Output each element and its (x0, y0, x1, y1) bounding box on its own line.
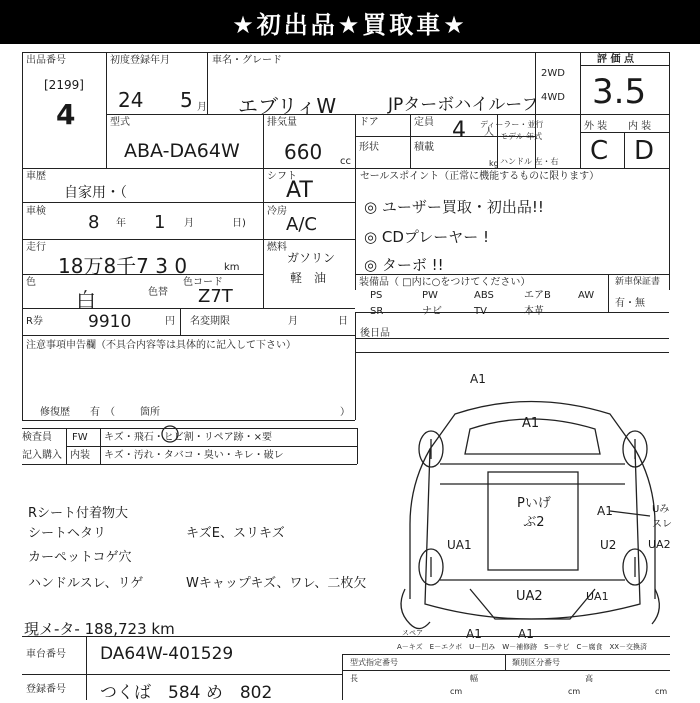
katashiki-label: 型式 (110, 117, 130, 128)
mileage-value: 18万8千7 3 0 (58, 254, 188, 278)
fuel-label: 燃料 (267, 242, 287, 253)
exterior-label: 外 装 (584, 121, 608, 132)
equip-abs: ABS (474, 290, 494, 301)
shift-value: AT (286, 178, 313, 203)
katashiki-value: ABA-DA64W (124, 140, 240, 162)
reg-month: 5 (180, 88, 193, 112)
meter-value: 現メ-タ- 188,723 km (24, 620, 175, 638)
equipment-label: 装備品（ □内に○をつけてください） (359, 277, 531, 288)
category-no-label: 類別区分番号 (512, 658, 560, 667)
repair-place-label: 箇所 (140, 407, 160, 418)
door-label: ドア (359, 117, 379, 128)
exterior-grade: C (590, 136, 609, 166)
inspect-row1-head: FW (72, 432, 88, 443)
mark-ua2-rear: UA2 (516, 589, 543, 604)
note-right-1: キズE、スリキズ (186, 526, 285, 541)
name-change-day: 日 (338, 316, 348, 327)
equip-navi: ナビ (422, 306, 442, 317)
inspect-row1: キズ・飛石・ヒビ割・リペア跡・×要 (104, 432, 272, 443)
equip-sr: SR (370, 306, 384, 317)
after-market-label: 後日品 (360, 328, 390, 339)
capacity-unit: 人 (484, 127, 494, 138)
mark-roof: Pいげ ぶ2 (517, 496, 551, 530)
inspect-row2-head: 内装 (70, 450, 90, 461)
displacement-label: 排気量 (267, 117, 297, 128)
capacity-label: 定員 (414, 117, 434, 128)
registration-value: つくば 584 め 802 (100, 683, 273, 703)
mark-a1-side: A1 (597, 504, 613, 518)
insp-year-value: 8 (88, 212, 100, 233)
km-unit: km (224, 262, 240, 273)
recycle-label: R券 (26, 316, 43, 327)
interior-label: 内 装 (628, 121, 652, 132)
lot-digit: 4 (56, 98, 76, 131)
equip-ps: PS (370, 290, 383, 301)
inspection-sheet (0, 44, 700, 703)
score-value: 3.5 (592, 72, 647, 112)
name-change-label: 名変期限 (190, 316, 230, 327)
equip-pw: PW (422, 290, 438, 301)
selling-point-3: ◎ ターボ !! (364, 256, 444, 274)
4wd-label: 4WD (541, 92, 565, 103)
shape-label: 形状 (359, 142, 379, 153)
cc-unit: cc (340, 156, 351, 167)
warranty-value: 有・無 (615, 298, 645, 309)
mark-right-panel: Uみ スレ (652, 504, 672, 530)
color-code-value: Z7T (198, 286, 233, 307)
aircon-label: 冷房 (267, 206, 287, 217)
spare-label: スペア (402, 629, 423, 637)
mark-a1-hood: A1 (522, 416, 540, 431)
grade: JPターボハイルーフ (388, 95, 539, 115)
usage-value: 自家用・（ (64, 185, 127, 201)
shift-label: シフト (267, 171, 297, 182)
mileage-label: 走行 (26, 242, 46, 253)
recycle-value: 9910 (88, 312, 132, 332)
selling-point-1: ◎ ユーザー買取・初出品!! (364, 198, 544, 216)
first-reg-label: 初度登録年月 (110, 55, 170, 66)
aircon-value: A/C (286, 214, 317, 235)
equip-airbag: エアB (524, 290, 551, 301)
recycle-yen-label: 円 (165, 316, 175, 327)
mark-label: 記入購入 (22, 450, 62, 461)
note-4: ハンドルスレ、リゲ (28, 576, 144, 591)
kg-unit: kg (489, 159, 499, 168)
handle-label: ハンドル 左・右 (500, 157, 559, 166)
mark-a1-top: A1 (470, 372, 486, 386)
equip-leather: 本革 (524, 306, 544, 317)
interior-grade: D (634, 136, 655, 166)
mark-ua1-left: UA1 (447, 538, 472, 552)
load-label: 積載 (414, 142, 434, 153)
note-2: シートヘタリ (28, 526, 107, 541)
inspection-label: 車検 (26, 206, 46, 217)
insp-month-value: 1 (154, 212, 166, 233)
color-swap-label: 色替 (148, 287, 168, 298)
lot-no-label: 出品番号 (26, 55, 66, 66)
mark-ua2-right: UA2 (648, 538, 671, 551)
cc-value: 660 (284, 140, 323, 164)
plate-value: DA64W-401529 (100, 644, 234, 664)
height-label: 高 (585, 674, 593, 683)
car-name: エブリィW (238, 94, 337, 118)
usage-label: 車歴 (26, 171, 46, 182)
dealer-label: ディーラー・並行 (480, 120, 544, 129)
insp-month-unit: 月 (184, 218, 194, 229)
note-right-2: Wキャップキズ、ワレ、二枚欠 (186, 576, 367, 591)
equip-aw: AW (578, 290, 595, 301)
fuel-gasoline: ガソリン (287, 251, 336, 265)
mark-a1-bottom-right: A1 (518, 627, 534, 641)
inspector-label: 検査員 (22, 432, 52, 443)
registration-label: 登録番号 (26, 684, 66, 695)
color-code-label: 色コード (183, 277, 223, 288)
plate-label: 車台番号 (26, 649, 66, 660)
2wd-label: 2WD (541, 68, 565, 79)
model-name-label: 車名・グレード (212, 55, 282, 66)
selling-point-2: ◎ CDプレーヤー ! (364, 228, 490, 246)
insp-year-unit: 年 (116, 218, 126, 229)
color-label: 色 (26, 277, 36, 288)
length-label: 長 (350, 674, 358, 683)
fuel-diesel: 軽 油 (290, 271, 327, 285)
model-year-label: モデル 年式 (500, 132, 543, 141)
note-3: カーペットコゲ穴 (28, 550, 132, 565)
reg-month-unit: 月 (197, 102, 207, 113)
width-cm: cm (568, 687, 581, 696)
lot-bracket: [2199] (44, 78, 84, 92)
type-no-label: 型式指定番号 (350, 658, 398, 667)
repair-label: 修復歴 有 （ (40, 407, 115, 418)
repair-close-paren: ） (340, 407, 350, 418)
name-change-month: 月 (288, 316, 298, 327)
damage-legend: A－キズ E－エクボ U－凹み W－補修跡 S－サビ C－腐食 XX－交換済 (397, 643, 648, 651)
height-cm: cm (655, 687, 668, 696)
banner-title: ★初出品★買取車★ (0, 0, 700, 44)
notes-header: 注意事項申告欄（不具合内容等は具体的に記入して下さい） (26, 340, 296, 351)
length-cm: cm (450, 687, 463, 696)
reg-year: 24 (118, 88, 144, 112)
color-value: 白 (76, 288, 96, 312)
capacity-value: 4 (452, 118, 466, 143)
inspect-row2: キズ・汚れ・タバコ・臭い・キレ・破レ (104, 450, 284, 461)
warranty-label: 新車保証書 (615, 277, 661, 287)
mark-u2: U2 (600, 538, 617, 552)
mark-ua1-rear-right: UA1 (586, 590, 609, 603)
insp-day-unit: 日) (232, 218, 246, 229)
score-header: 評 価 点 (597, 54, 634, 65)
equip-tv: TV (474, 306, 487, 317)
width-label: 幅 (470, 674, 478, 683)
note-1: Rシート付着物大 (28, 506, 129, 521)
selling-points-label: セールスポイント（正常に機能するものに限ります） (360, 171, 600, 182)
mark-a1-bottom-left: A1 (466, 627, 482, 641)
